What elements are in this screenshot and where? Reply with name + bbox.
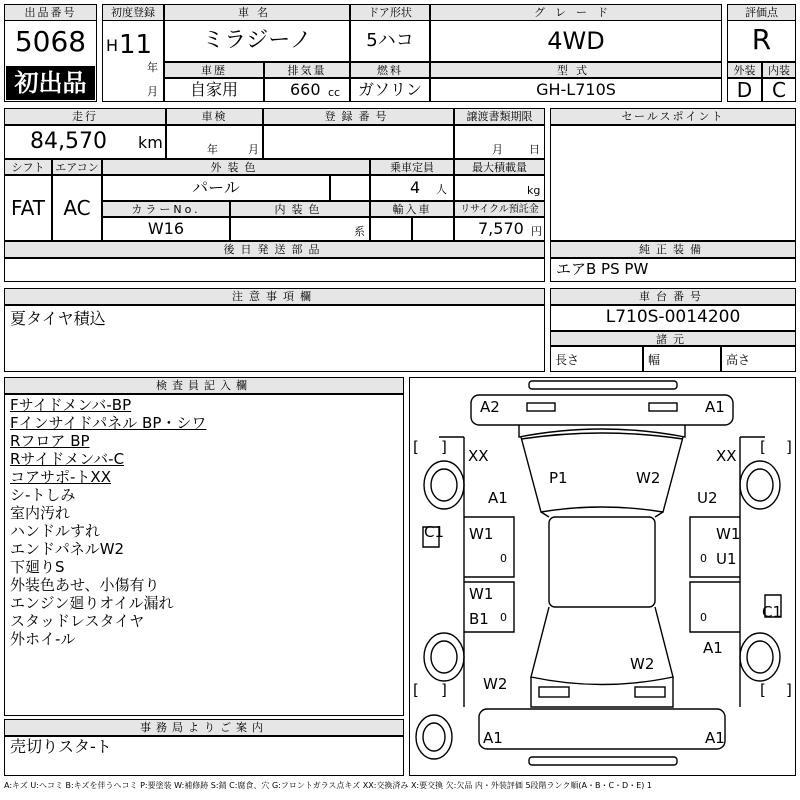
first-registration-year: 11 — [119, 30, 153, 60]
interior-color-label: 内装色 — [230, 201, 370, 217]
exterior-color-value: パール — [192, 178, 240, 197]
damage-mark: A2 — [480, 398, 500, 416]
score-value: R — [751, 23, 772, 56]
damage-mark: B1 — [469, 610, 489, 628]
damage-mark: XX — [468, 447, 489, 465]
damage-mark: P1 — [549, 469, 568, 487]
color-number-value: W16 — [147, 219, 185, 238]
bracket: [ — [760, 681, 766, 699]
grade-value: 4WD — [547, 27, 605, 55]
damage-mark: 0 — [500, 552, 507, 565]
score-label: 評価点 — [727, 4, 796, 21]
max-load-unit: kg — [527, 184, 541, 197]
damage-mark: U1 — [716, 550, 737, 568]
damage-mark: W2 — [636, 469, 661, 487]
inspector-label: 検査員記入欄 — [4, 377, 404, 394]
mileage-unit: km — [138, 133, 163, 152]
mileage-label: 走行 — [4, 108, 166, 125]
recycle-value: 7,570 — [478, 219, 524, 238]
car-diagram — [409, 377, 796, 776]
registration-number-cell — [263, 125, 454, 159]
exterior-color-label: 外装色 — [102, 159, 370, 175]
aircon-label: エアコン — [52, 159, 102, 175]
damage-mark: A1 — [703, 639, 723, 657]
bracket: ] — [441, 681, 447, 699]
shift-value: FAT — [10, 196, 45, 220]
recycle-label: リサイクル預託金 — [454, 201, 545, 217]
damage-mark: W2 — [630, 655, 655, 673]
equipment-value: エアB PS PW — [556, 260, 649, 278]
fuel-value: ガソリン — [357, 80, 422, 99]
inspector-line: コアサポ-トXX — [10, 468, 111, 486]
bracket: [ — [413, 438, 419, 456]
damage-mark: 0 — [700, 611, 707, 624]
max-load-label: 最大積載量 — [454, 159, 545, 175]
inspector-line: 外装色あせ、小傷有り — [10, 576, 160, 594]
length-label: 長さ — [555, 353, 580, 367]
caution-label: 注意事項欄 — [4, 288, 545, 305]
damage-mark: U2 — [697, 489, 718, 507]
recycle-unit: 円 — [531, 225, 542, 238]
damage-mark: W1 — [469, 525, 494, 543]
chassis-label: 車台番号 — [550, 288, 796, 305]
inspector-line: Rフロア BP — [10, 432, 90, 450]
interior-grade: C — [772, 78, 786, 102]
damage-mark: 0 — [700, 552, 707, 565]
exterior-grade: D — [736, 78, 753, 102]
damage-mark: A1 — [705, 729, 725, 747]
inspector-line: 室内汚れ — [10, 504, 71, 522]
damage-mark: W1 — [716, 525, 741, 543]
sales-point-label: セールスポイント — [550, 108, 796, 125]
inspector-line: シ-トしみ — [10, 486, 76, 504]
mileage-value: 84,570 — [30, 129, 107, 154]
damage-mark: 0 — [500, 611, 507, 624]
damage-mark: C1 — [762, 603, 783, 621]
history-label: 車歴 — [164, 62, 264, 78]
door-type: 5ハコ — [366, 30, 414, 51]
inspector-line: Rサイドメンバ-C — [10, 450, 125, 468]
inspector-line: エンドパネルW2 — [10, 540, 125, 558]
interior-color-cell — [230, 217, 370, 241]
bracket: ] — [786, 681, 792, 699]
damage-mark: XX — [716, 447, 737, 465]
inspection-label: 車検 — [166, 108, 263, 125]
caution-text: 夏タイヤ積込 — [10, 309, 106, 328]
exterior-color-extra-cell — [330, 175, 370, 201]
registration-number-label: 登録番号 — [263, 108, 454, 125]
legend-text: A:キズ U:ヘコミ B:キズを伴うヘコミ P:要塗装 W:補修跡 S:錆 C:腐食、穴 G:フロントガラス点キズ XX:交換済み X:要交換 欠:欠品 内・外装評価 5段階ランク順(A・B・C・D・E) 1 — [4, 781, 653, 790]
transfer-day-unit: 日 — [529, 143, 540, 156]
history-value: 自家用 — [189, 80, 238, 99]
damage-mark: W1 — [469, 585, 494, 603]
bracket: ] — [786, 438, 792, 456]
exterior-grade-label: 外装 — [727, 62, 762, 78]
import-label: 輸入車 — [370, 201, 454, 217]
inspection-year-unit: 年 — [207, 143, 218, 156]
transfer-deadline-label: 譲渡書類期限 — [454, 108, 545, 125]
inspector-line: スタッドレスタイヤ — [10, 612, 145, 630]
capacity-value: 4 — [410, 178, 421, 197]
month-unit: 月 — [147, 85, 158, 98]
capacity-label: 乗車定員 — [370, 159, 454, 175]
fuel-label: 燃料 — [350, 62, 430, 78]
inspector-line: ハンドルすれ — [10, 522, 101, 540]
damage-mark: C1 — [424, 523, 445, 541]
bracket: [ — [760, 438, 766, 456]
displacement-label: 排気量 — [264, 62, 350, 78]
inspector-line: 外ホイ-ル — [10, 630, 76, 648]
office-text: 売切りスタ-ト — [10, 737, 112, 756]
first-registration-label: 初度登録 — [102, 4, 164, 21]
shift-label: シフト — [4, 159, 52, 175]
chassis-number: L710S-0014200 — [605, 307, 741, 327]
displacement-unit: cc — [328, 86, 341, 99]
type-value: GH-L710S — [536, 80, 616, 99]
inspector-line: Fサイドメンバ-BP — [10, 396, 132, 414]
interior-color-unit: 系 — [354, 225, 365, 238]
inspector-line: 下廻りS — [10, 558, 65, 576]
later-parts-cell — [4, 258, 545, 282]
inspector-line: Fインサイドパネル BP・シワ — [10, 414, 207, 432]
bracket: [ — [413, 681, 419, 699]
office-label: 事務局よりご案内 — [4, 719, 404, 736]
damage-mark: A1 — [705, 398, 725, 416]
dimensions-label: 諸元 — [550, 331, 796, 346]
door-label: ドア形状 — [350, 4, 430, 21]
transfer-month-unit: 月 — [492, 143, 503, 156]
width-label: 幅 — [648, 353, 661, 367]
capacity-unit: 人 — [436, 183, 447, 196]
lot-number: 5068 — [14, 25, 87, 58]
damage-mark: A1 — [488, 489, 508, 507]
color-number-label: カラーNo. — [102, 201, 230, 217]
model-name: ミラジーノ — [202, 28, 312, 53]
lot-number-label: 出品番号 — [4, 4, 97, 21]
height-label: 高さ — [726, 353, 751, 367]
sales-point-box — [550, 125, 796, 241]
first-listing-badge: 初出品 — [6, 66, 95, 100]
year-unit: 年 — [147, 61, 158, 74]
damage-mark: W2 — [483, 675, 508, 693]
displacement-value: 660 — [290, 80, 321, 99]
bracket: ] — [441, 438, 447, 456]
interior-grade-label: 内装 — [762, 62, 796, 78]
model-label: 車名 — [164, 4, 350, 21]
aircon-value: AC — [63, 196, 91, 220]
inspector-line: エンジン廻りオイル漏れ — [10, 594, 174, 612]
import-cell-b — [412, 217, 454, 241]
damage-mark: A1 — [483, 729, 503, 747]
inspection-month-unit: 月 — [248, 143, 259, 156]
equipment-label: 純正装備 — [550, 241, 796, 258]
grade-label: グレード — [430, 4, 722, 21]
later-parts-label: 後日発送部品 — [4, 241, 545, 258]
first-registration-era: H — [106, 36, 119, 55]
import-cell-a — [370, 217, 412, 241]
type-label: 型式 — [430, 62, 722, 78]
